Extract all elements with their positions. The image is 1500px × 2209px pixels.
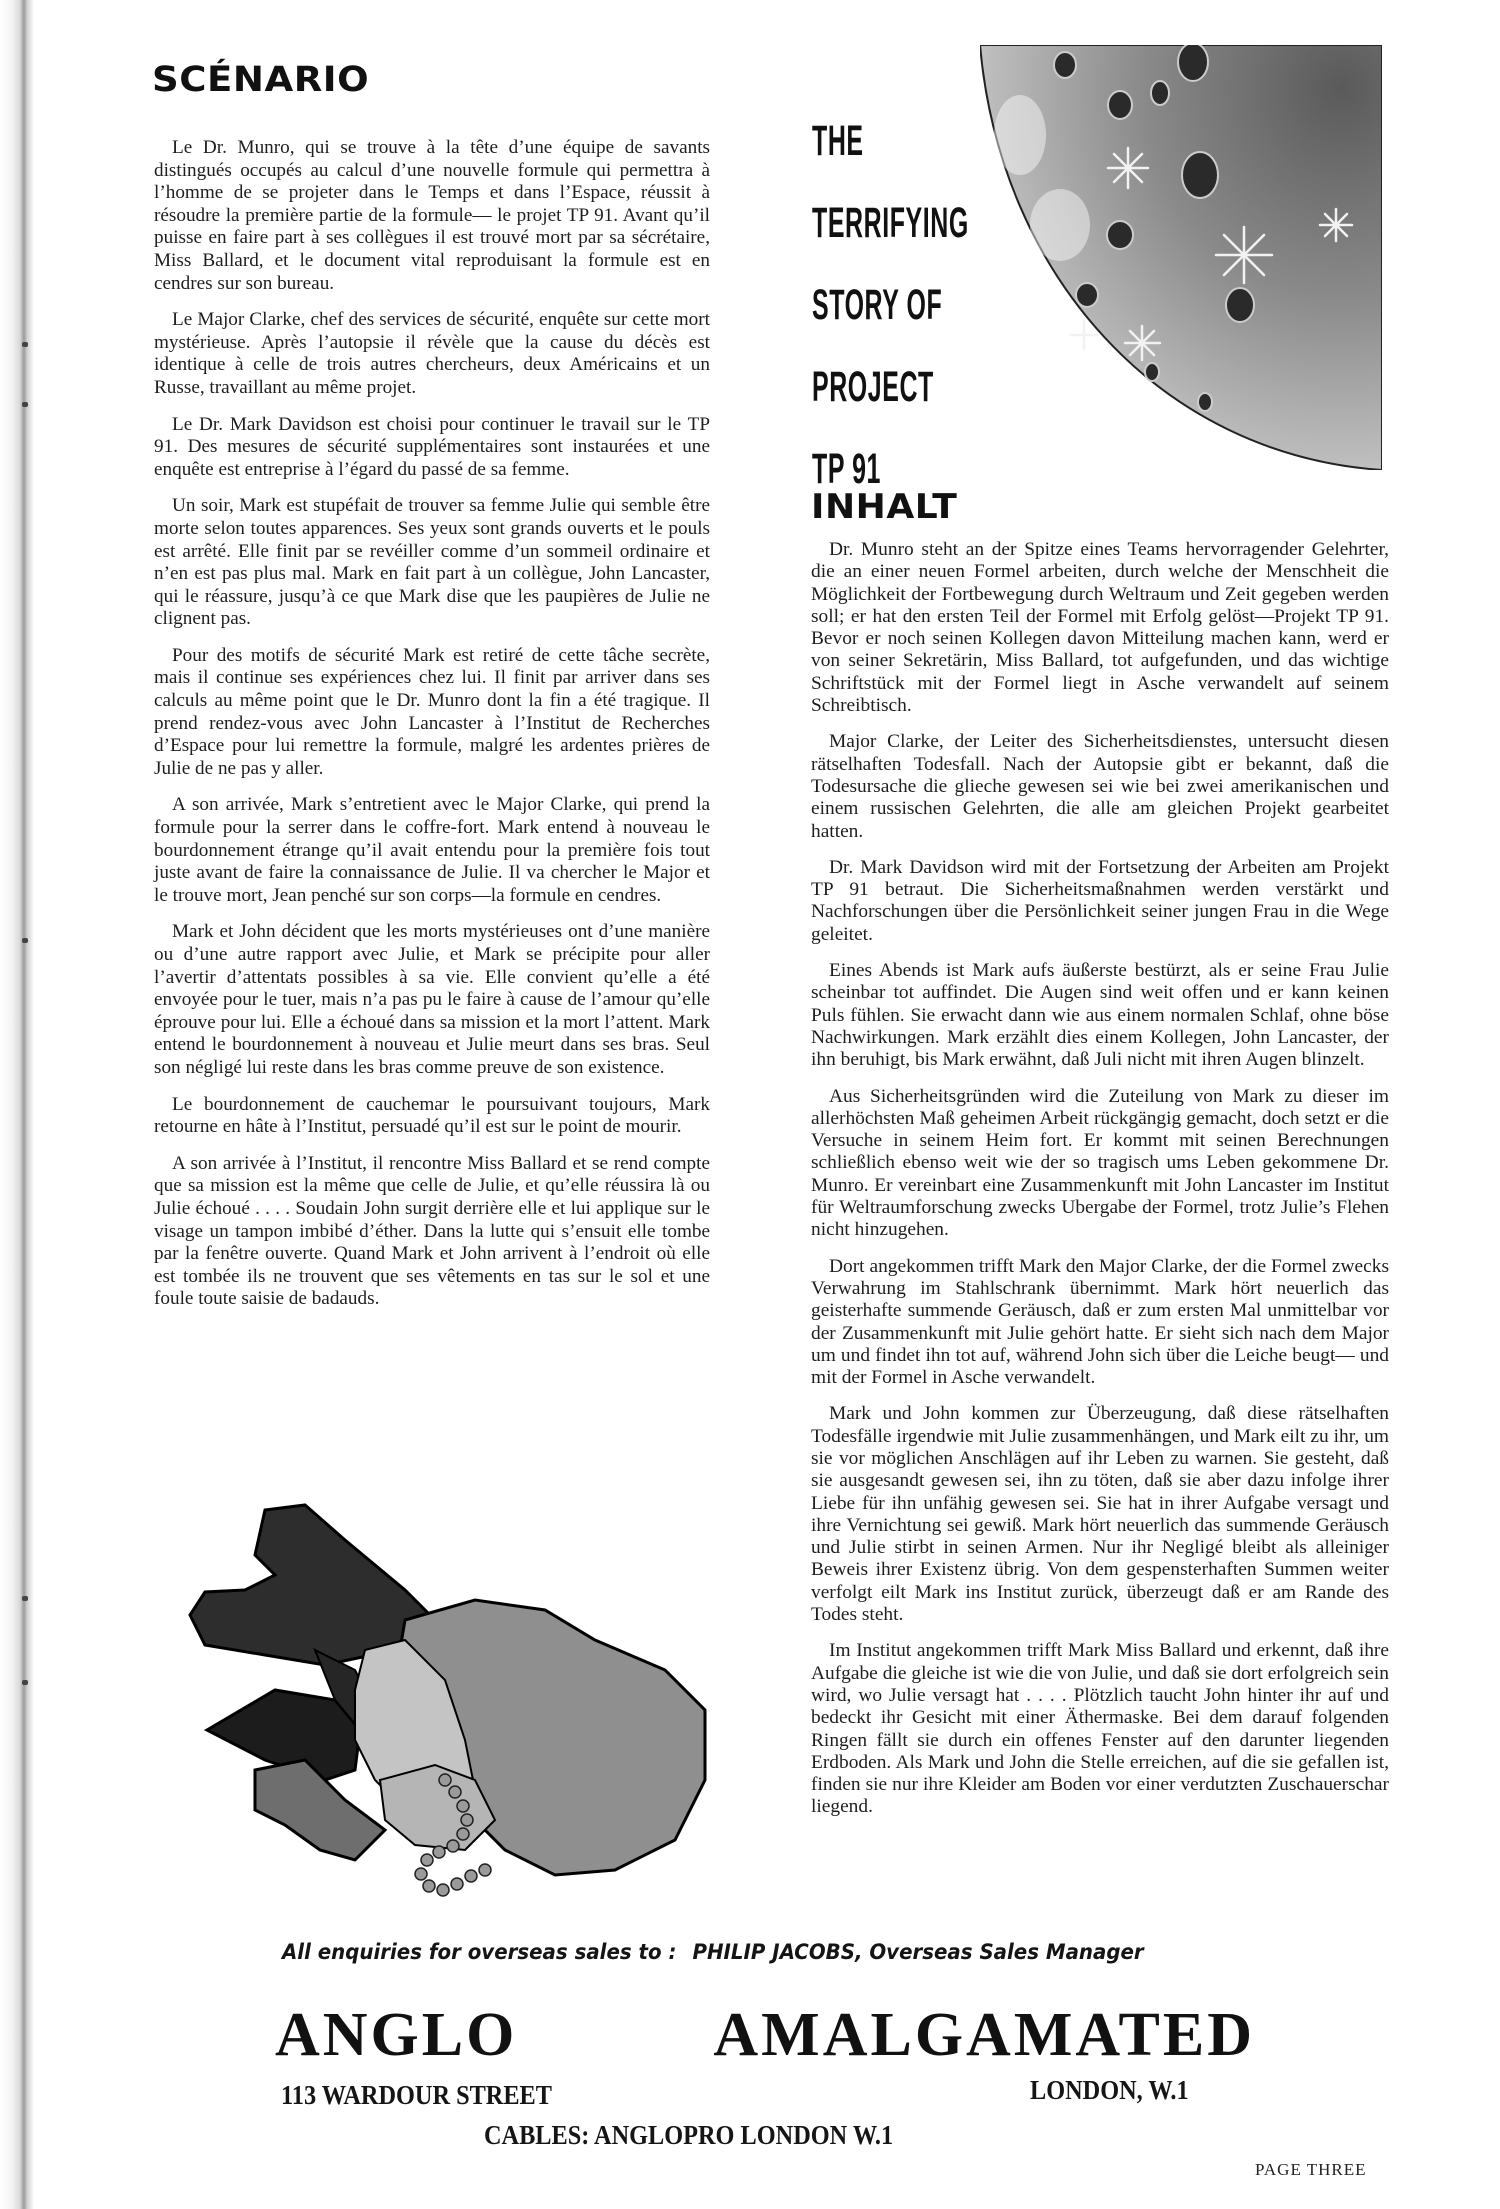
company-word: ANGLO: [275, 2001, 518, 2069]
scenario-section: [154, 60, 710, 1325]
overseas-enquiries-line: [282, 1940, 1174, 1965]
clothes-illustration: [145, 1480, 745, 1910]
scenario-paragraph: Le Dr. Munro, qui se trouve à la tête d’une équipe de savants distingués occupés au calcul d’une nouvelle formule qui permettra à l’homme de se projeter dans le Temps et dans l’Espace, réussit à résoudre la première partie de la formule— le projet TP 91. Avant qu’il puisse en faire part à ses collègues il est trouvé mort par sa sécrétaire, Miss Ballard, et le document vital reproduisant la formule est en cendres sur son bureau.: [154, 137, 710, 294]
scenario-paragraph: Le Major Clarke, chef des services de sécurité, enquête sur cette mort mystérieuse. Après l’autopsie il révèle que la cause du décès est identique à celle de trois autres chercheurs, deux Américains et un Russe, travaillant au même projet.: [154, 309, 710, 398]
binding-mark: [22, 342, 28, 347]
enquiries-label: All enquiries for overseas sales to :: [282, 1940, 677, 1965]
inhalt-paragraph: Im Institut angekommen trifft Mark Miss Ballard und erkennt, daß ihre Aufgabe die gleiche ist wie die von Julie, und daß sie dort erfolgreich sein wird, wo Julie versagt hat . . . . Plötzlich taucht John hinter ihr auf und bedeckt ihr Gesicht mit einer Äthermaske. Bei dem darauf folgenden Ringen fällt sie durch ein offenes Fenster auf den darunter liegenden Erdboden. Als Mark und John die Stelle erreichen, auf die sie gefallen ist, finden sie nur ihre Kleider am Boden vor einer verdutzten Zuschauerschar liegend.: [811, 1640, 1389, 1818]
inhalt-paragraph: Mark und John kommen zur Überzeugung, daß diese rätselhaften Todesfälle irgendwie mit Julie zusammenhängen, und Mark eilt zu ihr, um sie vor möglichen Anschlägen auf ihr Leben zu warnen. Sie gesteht, daß sie ausgesandt gewesen sei, ihn zu töten, daß sie aber dazu infolge ihrer Liebe für ihn unfähig gewesen sei. Sie hat in ihrer Aufgabe versagt und ihre Vernichtung sei gewiß. Mark hört neuerlich das summende Geräusch und Julie stirbt in seinen Armen. Nur ihr Negligé bleibt als alleiniger Beweis ihrer Existenz übrig. Von dem gespensterhaften Summen weiter verfolgt eilt Mark ins Institut zurück, überzeugt daß er am Rande des Todes steht.: [811, 1403, 1389, 1626]
street-address: 113 WARDOUR STREET: [281, 2080, 552, 2110]
company-name: [275, 2000, 1255, 2071]
clothes-image: [145, 1480, 745, 1910]
inhalt-paragraph: Dr. Mark Davidson wird mit der Fortsetzung der Arbeiten am Projekt TP 91 betraut. Die Sicherheitsmaßnahmen werden verstärkt und Nachforschungen über die Persönlichkeit seiner jungen Frau in die Wege geleitet.: [811, 856, 1389, 945]
binding-mark: [22, 1596, 28, 1601]
scenario-paragraph: A son arrivée, Mark s’entretient avec le Major Clarke, qui prend la formule pour la serrer dans le coffre-fort. Mark entend à nouveau le bourdonnement étrange qu’il avait entendu pour la première fois tout juste avant de faire la connaissance de Julie. Il va chercher le Major et le trouve mort, Jean penché sur son corps—la formule en cendres.: [154, 794, 710, 906]
title-line: PROJECT: [812, 363, 934, 411]
inhalt-heading: INHALT: [811, 487, 958, 527]
scenario-paragraph: Le Dr. Mark Davidson est choisi pour continuer le travail sur le TP 91. Des mesures de sécurité supplémentaires sont instaurées et une enquête est entreprise à l’égard du passé de sa femme.: [154, 413, 710, 480]
scenario-paragraph: Pour des motifs de sécurité Mark est retiré de cette tâche secrète, mais il continue ses expériences chez lui. Il finit par arriver dans ses calculs au même point que le Dr. Munro dont la fin a été tragique. Il prend rendez-vous avec John Lancaster à l’Institut de Recherches d’Espace pour lui remettre la formule, malgré les ardentes prières de Julie de ne pas y aller.: [154, 644, 710, 779]
page-number: PAGE THREE: [1255, 2160, 1367, 2179]
title-line: TP 91: [812, 445, 881, 493]
title-line: STORY OF: [812, 281, 943, 329]
scenario-paragraph: Un soir, Mark est stupéfait de trouver sa femme Julie qui semble être morte selon toutes apparences. Ses yeux sont grands ouverts et le pouls est arrêté. Elle finit par se revéiller comme d’un sommeil ordinaire et n’en est pas plus mal. Mark en fait part à un collègue, John Lancaster, qui le réassure, jusqu’à ce que Mark dise que les paupières de Julie ne clignent pas.: [154, 495, 710, 630]
inhalt-paragraph: Major Clarke, der Leiter des Sicherheitsdienstes, untersucht diesen rätselhaften Todesfall. Nach der Autopsie gibt er bekannt, daß die Todesursache die glieche gewesen sei wie bei zwei amerikanischen und einem russischen Gelehrten, die alle am gleichen Projekt gearbeitet hatten.: [811, 731, 1389, 842]
cable-address: CABLES: ANGLOPRO LONDON W.1: [484, 2120, 894, 2150]
enquiries-contact: PHILIP JACOBS, Overseas Sales Manager: [692, 1940, 1144, 1965]
city-address: LONDON, W.1: [1030, 2075, 1189, 2105]
title-line: THE: [812, 117, 864, 165]
scenario-paragraph: Mark et John décident que les morts mystérieuses ont d’une manière ou d’une autre rapport avec Julie, et Mark se précipite pour aller l’avertir d’attentats possibles à sa vie. Elle convient qu’elle a été envoyée pour le tuer, mais n’a pas pu le faire à cause de l’amour qu’elle éprouve pour lui. Elle a échoué dans sa mission et la mort l’attent. Mark entend le bourdonnement à nouveau et Julie meurt dans ses bras. Seul son négligé lui reste dans les bras comme preuve de son existence.: [154, 921, 710, 1078]
company-word: AMALGAMATED: [713, 2001, 1255, 2069]
binding-mark: [22, 938, 28, 943]
scenario-paragraph: Le bourdonnement de cauchemar le poursuivant toujours, Mark retourne en hâte à l’Institut, persuadé qu’il est sur le point de mourir.: [154, 1093, 710, 1138]
inhalt-text: [811, 539, 1389, 1819]
scenario-heading: SCÉNARIO: [152, 60, 370, 100]
inhalt-paragraph: Dr. Munro steht an der Spitze eines Teams hervorragender Gelehrter, die an einer neuen Formel arbeiten, durch welche der Menschheit die Möglichkeit der Fortbewegung durch Weltraum und Zeit gegeben werden soll; er hat den ersten Teil der Formel mit Erfolg gelöst—Projekt TP 91. Bevor er noch seinen Kollegen davon Mitteilung machen kann, werd er von seiner Sekretärin, Miss Ballard, tot aufgefunden, und das wichtige Schriftstück mit der Formel liegt in Asche verwandelt auf seinem Schreibtisch.: [811, 539, 1389, 717]
title-line: TERRIFYING: [812, 199, 969, 247]
scenario-paragraph: A son arrivée à l’Institut, il rencontre Miss Ballard et se rend compte que sa mission est la même que celle de Julie, et qu’elle réussira là ou Julie échoué . . . . Soudain John surgit derrière elle et lui applique sur le visage un tampon imbibé d’éther. Dans la lutte qui s’ensuit elle tombe par la fenêtre ouverte. Quand Mark et John arrivent à l’endroit où elle est tombée ils ne trouvent que ses vêtements en tas sur le sol et une foule toute saisie de badauds.: [154, 1152, 710, 1310]
inhalt-paragraph: Eines Abends ist Mark aufs äußerste bestürzt, als er seine Frau Julie scheinbar tot auffindet. Die Augen sind weit offen und er kann keinen Puls fühlen. Sie erwacht dann wie aus einem normalen Schlaf, ohne böse Nachwirkungen. Mark erzählt dies einem Kollegen, John Lancaster, der ihn beruhigt, bis Mark erwähnt, daß Juli nicht mit ihren Augen blinzelt.: [811, 960, 1389, 1071]
binding-mark: [22, 1680, 28, 1685]
scenario-text: [154, 137, 710, 1311]
inhalt-paragraph: Aus Sicherheitsgründen wird die Zuteilung von Mark zu dieser im allerhöchsten Maß geheimen Arbeit rückgängig gemacht, doch setzt er die Versuche in seinem Heim fort. Er kommt mit seinen Berechnungen schließlich ebenso weit wie der so tragisch ums Leben gekommene Dr. Munro. Er vereinbart eine Zusammenkunft mit John Lancaster im Institut für Weltraumforschung zwecks Ubergabe der Formel, trotz Julie’s Flehen nicht hinzugehen.: [811, 1085, 1389, 1241]
binding-mark: [22, 402, 28, 407]
inhalt-paragraph: Dort angekommen trifft Mark den Major Clarke, der die Formel zwecks Verwahrung im Stahlschrank übernimmt. Mark hört neuerlich das geisterhafte summende Geräusch, daß er zum ersten Mal unmittelbar vor der Zusammenkunft mit Julie gehört hatte. Er sieht sich nach dem Major um und findet ihn tot auf, während John sich über die Leiche beugt— und mit der Formel in Asche verwandelt.: [811, 1255, 1389, 1389]
page-spine-shadow: [0, 0, 34, 2209]
inhalt-section: [811, 40, 1389, 1833]
